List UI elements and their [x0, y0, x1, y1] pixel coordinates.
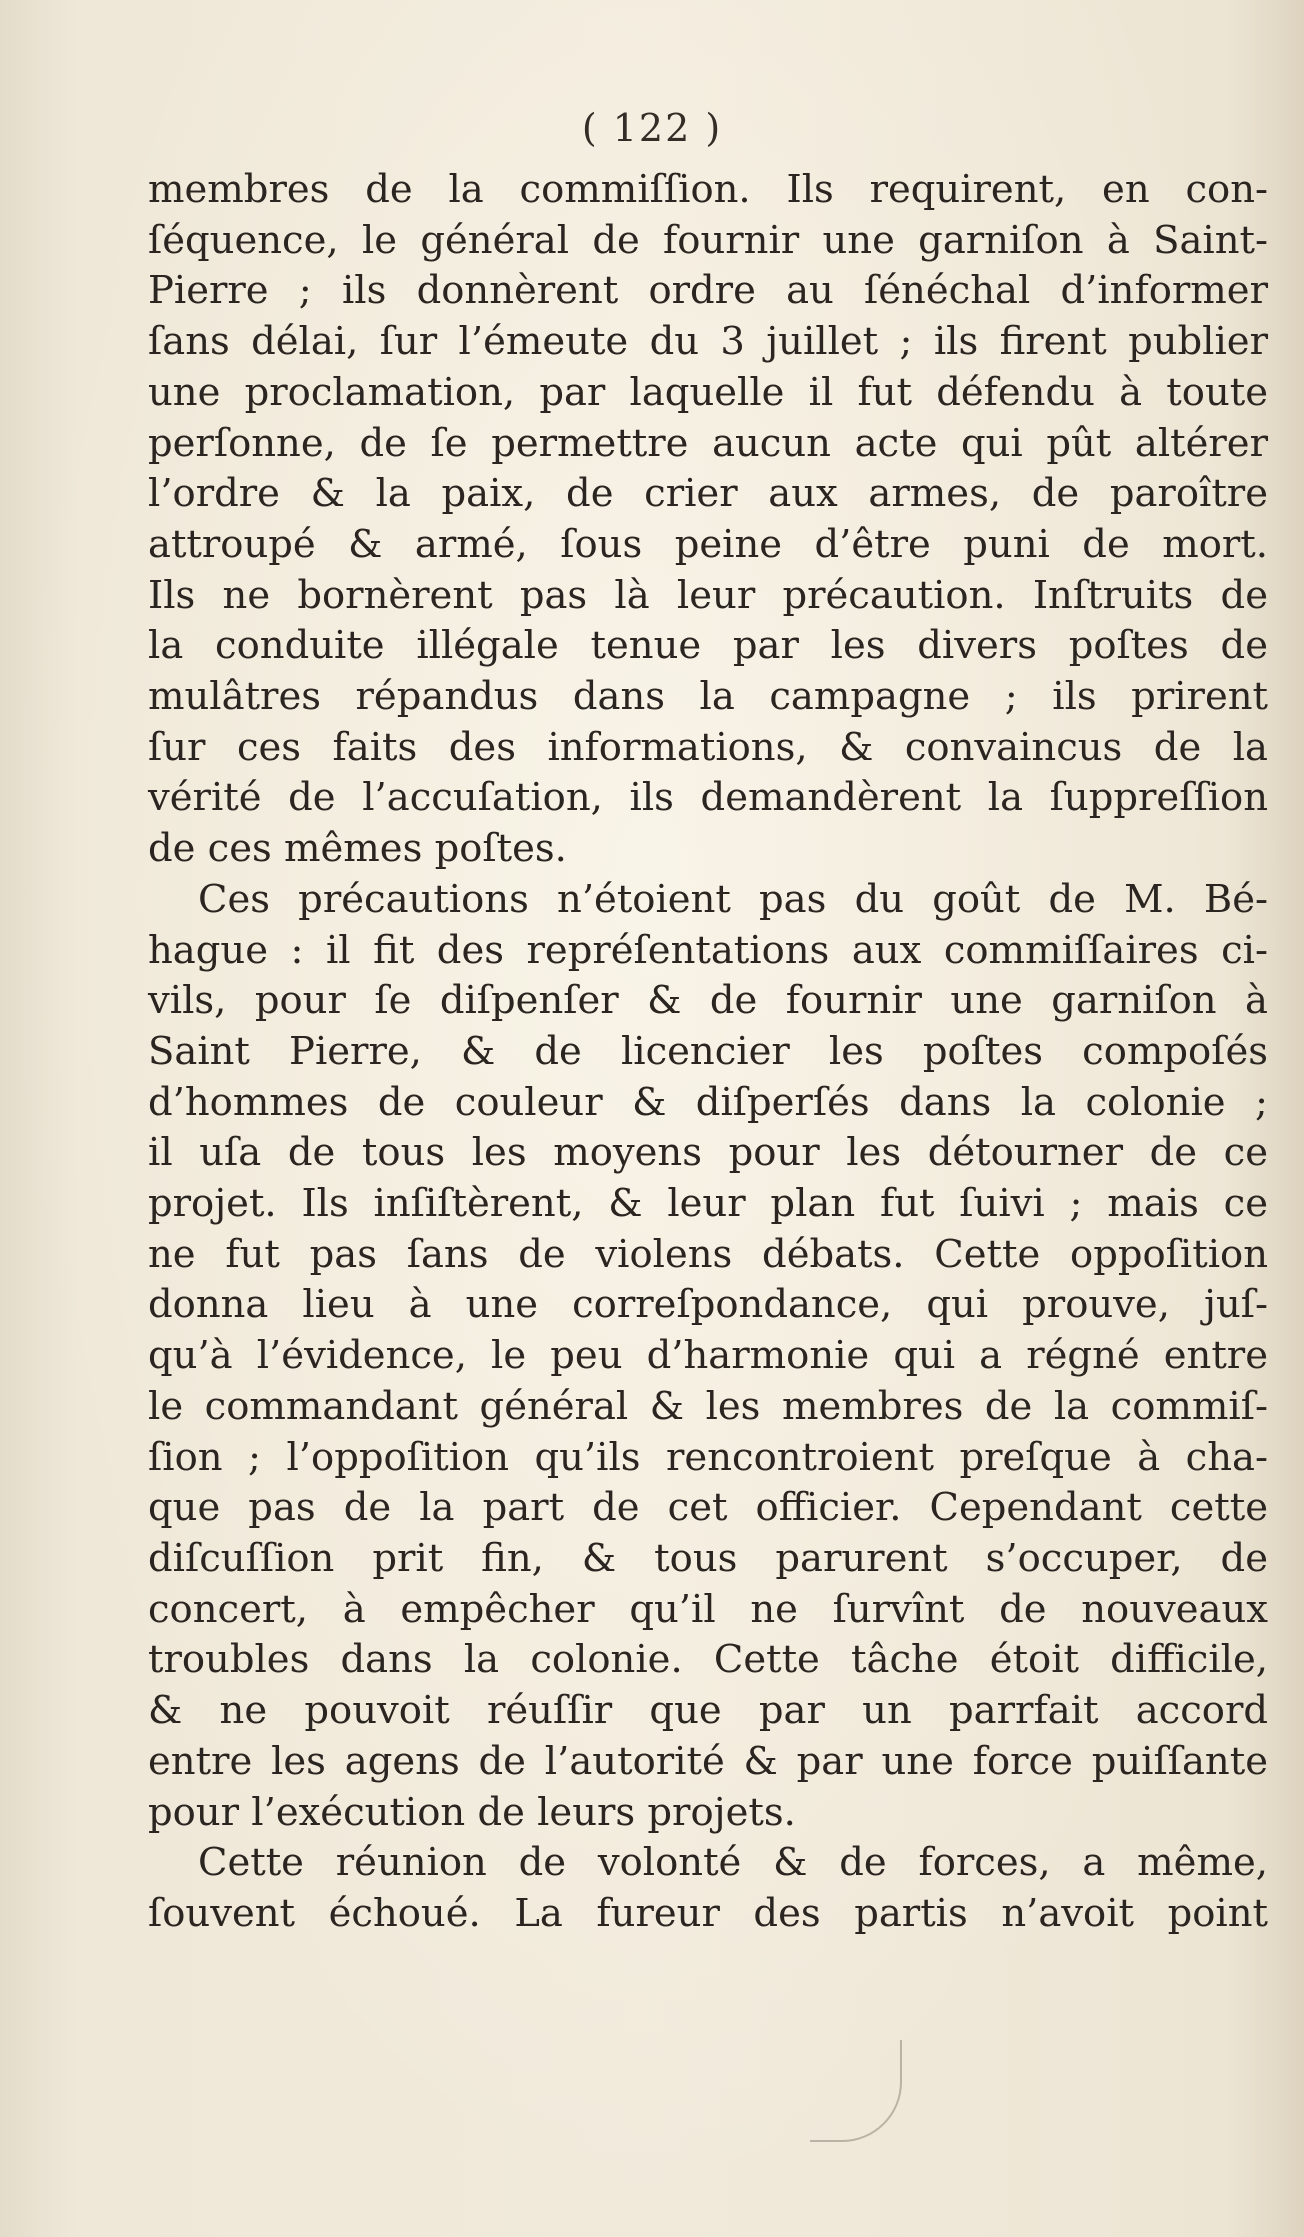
text-line: & ne pouvoit réuſſir que par un parrfait accord [148, 1688, 1268, 1734]
text-line: ſans délai, ſur l’émeute du 3 juillet ; ils firent publier [148, 319, 1268, 365]
text-line: ſouvent échoué. La fureur des partis n’avoit point [148, 1890, 1268, 1936]
text-line: membres de la commiſſion. Ils requirent, en con- [148, 167, 1268, 212]
text-line: Ces précautions n’étoient pas du goût de M. Bé- [198, 876, 1268, 922]
text-line: pour l’exécution de leurs projets. [148, 1789, 796, 1835]
body-text [148, 165, 1268, 1940]
text-line: ſion ; l’oppoſition qu’ils rencontroient preſque à cha- [148, 1434, 1268, 1480]
text-line: donna lieu à une correſpondance, qui prouve, juſ- [148, 1282, 1268, 1328]
text-line: troubles dans la colonie. Cette tâche étoit difficile, [148, 1637, 1268, 1683]
text-line: la conduite illégale tenue par les divers poſtes de [148, 623, 1268, 669]
text-line: concert, à empêcher qu’il ne ſurvînt de nouveaux [148, 1586, 1268, 1632]
text-line: le commandant général & les membres de la commiſ- [148, 1383, 1268, 1429]
text-line: perſonne, de ſe permettre aucun acte qui pût altérer [148, 420, 1268, 466]
text-line: il uſa de tous les moyens pour les détourner de ce [148, 1130, 1268, 1176]
text-line: Cette réunion de volonté & de forces, a même, [198, 1840, 1268, 1886]
text-line: ne fut pas ſans de violens débats. Cette oppoſition [148, 1231, 1268, 1277]
text-line: ſéquence, le général de fournir une garniſon à Saint- [148, 217, 1268, 263]
paragraph-2 [148, 875, 1268, 1838]
text-line: Ils ne bornèrent pas là leur précaution. Inſtruits de [148, 572, 1268, 618]
text-line: entre les agens de l’autorité & par une force puiſſante [148, 1738, 1268, 1784]
paragraph-1 [148, 165, 1268, 875]
text-line: de ces mêmes poſtes. [148, 826, 567, 872]
text-line: d’hommes de couleur & diſperſés dans la colonie ; [148, 1079, 1268, 1125]
text-line: qu’à l’évidence, le peu d’harmonie qui a régné entre [148, 1333, 1268, 1379]
page-number: ( 122 ) [581, 106, 723, 150]
paper-mark [810, 2040, 902, 2142]
text-line: vils, pour ſe diſpenſer & de fournir une garniſon à [148, 978, 1268, 1024]
text-line: Pierre ; ils donnèrent ordre au ſénéchal d’informer [148, 268, 1268, 314]
text-line: vérité de l’accuſation, ils demandèrent la ſuppreſſion [148, 775, 1268, 821]
text-line: que pas de la part de cet officier. Cependant cette [148, 1485, 1268, 1531]
text-line: attroupé & armé, ſous peine d’être puni de mort. [148, 521, 1268, 567]
text-line: Saint Pierre, & de licencier les poſtes compoſés [148, 1028, 1268, 1074]
text-line: une proclamation, par laquelle il fut défendu à toute [148, 369, 1268, 415]
text-line: mulâtres répandus dans la campagne ; ils prirent [148, 674, 1268, 720]
text-line: ſur ces faits des informations, & convaincus de la [148, 724, 1268, 770]
paragraph-3 [148, 1838, 1268, 1939]
text-line: projet. Ils inſiſtèrent, & leur plan fut ſuivi ; mais ce [148, 1181, 1268, 1227]
text-line: hague : il fit des repréſentations aux commiſſaires ci- [148, 927, 1268, 973]
text-line: diſcuſſion prit fin, & tous parurent s’occuper, de [148, 1535, 1268, 1581]
text-line: l’ordre & la paix, de crier aux armes, de paroître [148, 471, 1268, 517]
